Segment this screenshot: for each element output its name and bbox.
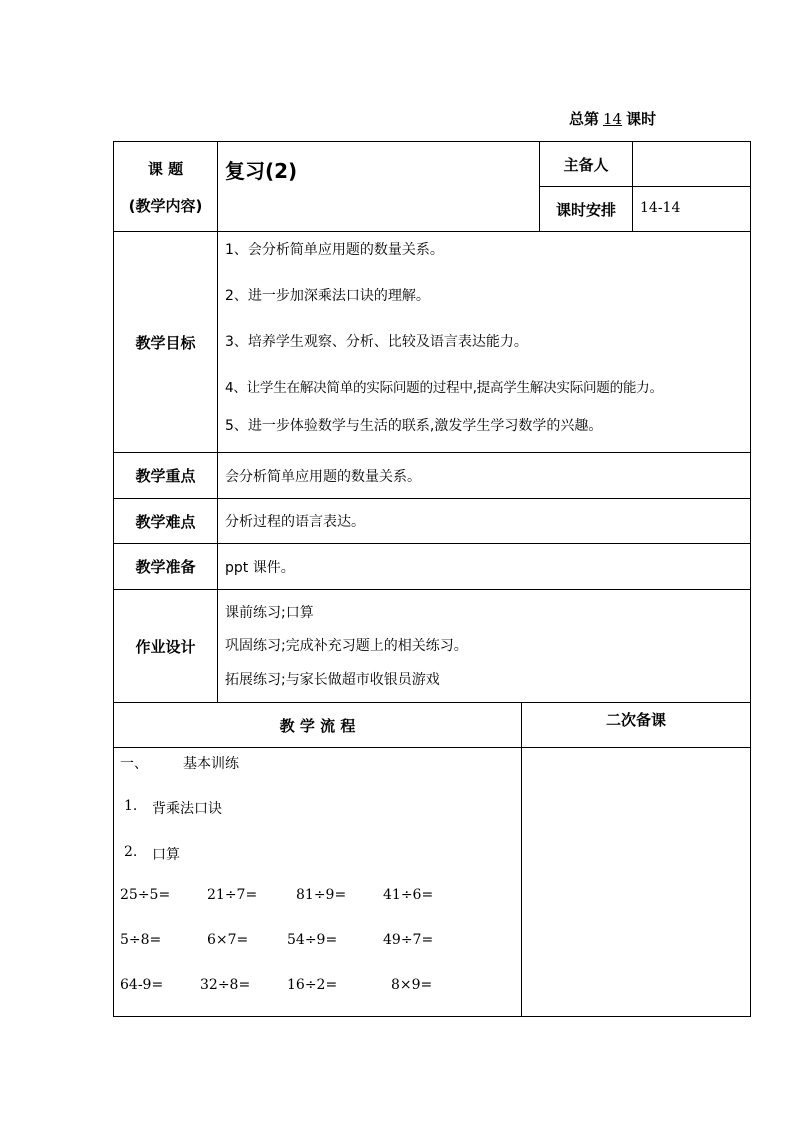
- problem: 54÷9=: [287, 932, 338, 948]
- header-suffix: 课时: [626, 110, 657, 128]
- schedule-value: 14-14: [640, 200, 681, 216]
- preparer-label: 主备人: [563, 155, 609, 174]
- key-point-label: 教学重点: [135, 467, 196, 485]
- homework-item: 拓展练习;与家长做超市收银员游戏: [225, 672, 440, 688]
- problem: 41÷6=: [383, 887, 434, 903]
- problem: 64-9=: [120, 977, 164, 993]
- section-number: 一、: [120, 756, 148, 772]
- problem: 81÷9=: [296, 887, 347, 903]
- homework-item: 课前练习;口算: [225, 605, 314, 621]
- subject-label-bottom: (教学内容): [128, 196, 203, 215]
- preparation-value: ppt 课件。: [225, 560, 295, 576]
- objective-item: 4、让学生在解决简单的实际问题的过程中,提高学生解决实际问题的能力。: [225, 380, 663, 396]
- objective-item: 5、进一步体验数学与生活的联系,激发学生学习数学的兴趣。: [225, 418, 603, 434]
- second-prep-label: 二次备课: [605, 711, 666, 729]
- objective-item: 1、会分析简单应用题的数量关系。: [225, 242, 444, 258]
- step-number: 2.: [124, 844, 138, 860]
- problem: 25÷5=: [120, 887, 171, 903]
- schedule-label: 课时安排: [555, 200, 616, 219]
- objective-item: 3、培养学生观察、分析、比较及语言表达能力。: [225, 334, 528, 350]
- homework-label: 作业设计: [135, 637, 196, 656]
- header-prefix: 总第: [569, 110, 600, 128]
- subject-label-top: 课 题: [147, 159, 184, 178]
- objective-item: 2、进一步加深乘法口诀的理解。: [225, 288, 430, 304]
- problem: 8×9=: [391, 977, 433, 993]
- problem: 21÷7=: [207, 887, 258, 903]
- step-title: 背乘法口诀: [152, 801, 222, 817]
- problem: 6×7=: [207, 932, 249, 948]
- step-number: 1.: [124, 798, 138, 814]
- homework-item: 巩固练习;完成补充习题上的相关练习。: [225, 638, 468, 654]
- problem: 16÷2=: [287, 977, 338, 993]
- objectives-label: 教学目标: [135, 333, 196, 352]
- difficulty-value: 分析过程的语言表达。: [225, 514, 365, 530]
- section-title: 基本训练: [183, 756, 239, 772]
- lesson-number: 14: [603, 110, 623, 128]
- problem: 32÷8=: [200, 977, 251, 993]
- key-point-value: 会分析简单应用题的数量关系。: [225, 469, 421, 485]
- preparation-label: 教学准备: [135, 558, 196, 576]
- problem: 49÷7=: [383, 932, 434, 948]
- subject-label: [114, 142, 217, 231]
- problem: 5÷8=: [120, 932, 162, 948]
- difficulty-label: 教学难点: [135, 512, 196, 531]
- step-title: 口算: [152, 847, 180, 863]
- lesson-title: 复习(2): [225, 159, 298, 183]
- flow-label: 教 学 流 程: [279, 716, 356, 735]
- lesson-count-header: [569, 108, 656, 129]
